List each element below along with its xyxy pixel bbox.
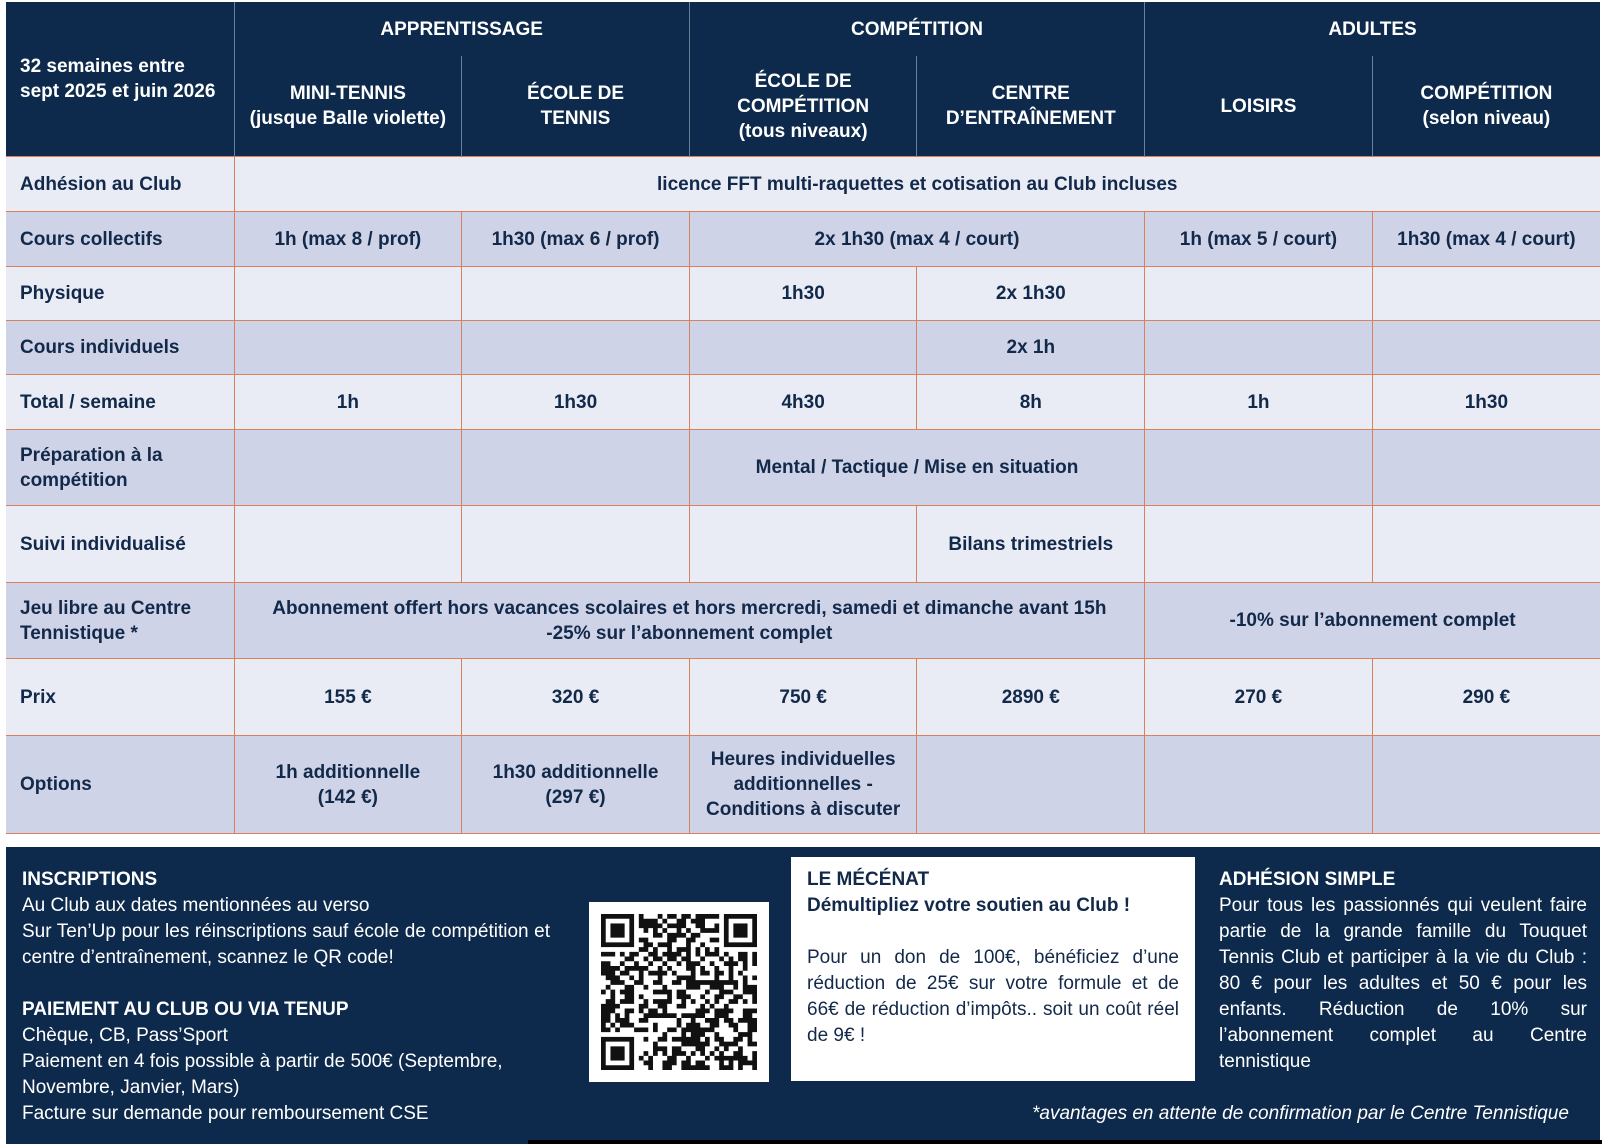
page-bottom-rule [528, 1140, 1602, 1144]
cell-jeu-libre-adultes: -10% sur l’abonnement complet [1145, 583, 1600, 659]
cell-collectifs-competition: 2x 1h30 (max 4 / court) [689, 212, 1144, 267]
cell-empty [1145, 736, 1373, 834]
cell-empty [1372, 321, 1600, 375]
cell-physique-centre: 2x 1h30 [917, 267, 1145, 321]
col-mini-tennis: MINI-TENNIS (jusque Balle violette) [234, 56, 462, 157]
cell-prix: 320 € [462, 659, 690, 736]
cell-empty [234, 321, 462, 375]
footer-panel [6, 847, 1600, 1144]
row-label: Jeu libre au Centre Tennistique * [6, 583, 234, 659]
group-competition: COMPÉTITION [689, 2, 1144, 56]
qr-code-graphic [589, 902, 769, 1082]
paiement-line: Paiement en 4 fois possible à partir de 500€ (Septembre, Novembre, Janvier, Mars) [22, 1051, 503, 1098]
cell-total: 1h30 [1372, 375, 1600, 430]
row-label: Préparation à la compétition [6, 430, 234, 506]
cell-empty [1372, 267, 1600, 321]
cell-collectifs-adultes-comp: 1h30 (max 4 / court) [1372, 212, 1600, 267]
row-suivi [6, 506, 1600, 583]
row-adhesion [6, 157, 1600, 212]
cell-collectifs-mini: 1h (max 8 / prof) [234, 212, 462, 267]
cell-prix: 750 € [689, 659, 917, 736]
column-header-row [6, 56, 1600, 157]
cell-options-ecole-comp: Heures individuelles additionnelles - Conditions à discuter [689, 736, 917, 834]
row-label: Cours collectifs [6, 212, 234, 267]
cell-total: 4h30 [689, 375, 917, 430]
cell-empty [462, 267, 690, 321]
row-label: Total / semaine [6, 375, 234, 430]
row-label: Adhésion au Club [6, 157, 234, 212]
paiement-line: Chèque, CB, Pass’Sport [22, 1025, 228, 1046]
group-header-row [6, 2, 1600, 56]
period-header [6, 2, 234, 157]
cell-total: 1h [1145, 375, 1373, 430]
cell-empty [689, 321, 917, 375]
cell-options-mini: 1h additionnelle (142 €) [234, 736, 462, 834]
cell-prix: 270 € [1145, 659, 1373, 736]
adhesion-simple-text: Pour tous les passionnés qui veulent faire partie de la grande famille du Touquet Tennis Club et participer à la vie du Club : 80 € pour les adultes et 50 € pour les enfants. Réduction de 10% sur l’abonnement complet au Centre tennistique [1219, 895, 1587, 1072]
cell-empty [462, 321, 690, 375]
cell-empty [917, 736, 1145, 834]
cell-prix: 290 € [1372, 659, 1600, 736]
cell-empty [1372, 430, 1600, 506]
cell-empty [234, 506, 462, 583]
cell-empty [1372, 506, 1600, 583]
row-prix [6, 659, 1600, 736]
row-total-semaine [6, 375, 1600, 430]
adhesion-simple-block [1219, 867, 1587, 1075]
mecenat-box [791, 857, 1195, 1081]
row-label: Options [6, 736, 234, 834]
cell-empty [1145, 321, 1373, 375]
cell-empty [689, 506, 917, 583]
row-label: Prix [6, 659, 234, 736]
cell-empty [462, 430, 690, 506]
footnote: *avantages en attente de confirmation par le Centre Tennistique [1032, 1103, 1569, 1124]
cell-total: 1h [234, 375, 462, 430]
paiement-line: Facture sur demande pour remboursement CSE [22, 1103, 429, 1124]
period-text: 32 semaines entre sept 2025 et juin 2026 [20, 56, 216, 102]
inscriptions-block [22, 867, 550, 971]
col-adultes-competition: COMPÉTITION (selon niveau) [1372, 56, 1600, 157]
row-label: Physique [6, 267, 234, 321]
row-cours-collectifs [6, 212, 1600, 267]
row-label: Cours individuels [6, 321, 234, 375]
cell-empty [1145, 430, 1373, 506]
cell-collectifs-ecole: 1h30 (max 6 / prof) [462, 212, 690, 267]
cell-total: 1h30 [462, 375, 690, 430]
cell-empty [234, 430, 462, 506]
paiement-title: PAIEMENT AU CLUB OU VIA TENUP [22, 999, 349, 1020]
cell-empty [234, 267, 462, 321]
cell-adhesion-all: licence FFT multi-raquettes et cotisation au Club incluses [234, 157, 1600, 212]
qr-code-icon[interactable] [589, 902, 769, 1082]
cell-options-ecole: 1h30 additionnelle (297 €) [462, 736, 690, 834]
group-adultes: ADULTES [1145, 2, 1600, 56]
cell-preparation-competition: Mental / Tactique / Mise en situation [689, 430, 1144, 506]
mecenat-title: LE MÉCÉNAT [807, 869, 930, 890]
mecenat-text: Pour un don de 100€, bénéficiez d’une réduction de 25€ sur votre formule et de 66€ de réduction d’impôts.. soit un coût réel de 9€ ! [807, 947, 1179, 1046]
adhesion-simple-title: ADHÉSION SIMPLE [1219, 869, 1396, 890]
row-label: Suivi individualisé [6, 506, 234, 583]
row-physique [6, 267, 1600, 321]
cell-empty [1145, 267, 1373, 321]
cell-jeu-libre-jeunes: Abonnement offert hors vacances scolaires et hors mercredi, samedi et dimanche avant 15h -25% sur l’abonnement complet [234, 583, 1145, 659]
cell-physique-ecole-comp: 1h30 [689, 267, 917, 321]
col-ecole-competition: ÉCOLE DE COMPÉTITION (tous niveaux) [689, 56, 917, 157]
inscriptions-line: Au Club aux dates mentionnées au verso [22, 895, 370, 916]
cell-individuels-centre: 2x 1h [917, 321, 1145, 375]
cell-collectifs-loisirs: 1h (max 5 / court) [1145, 212, 1373, 267]
cell-suivi-centre: Bilans trimestriels [917, 506, 1145, 583]
cell-prix: 2890 € [917, 659, 1145, 736]
col-ecole-tennis: ÉCOLE DE TENNIS [462, 56, 690, 157]
cell-prix: 155 € [234, 659, 462, 736]
col-loisirs: LOISIRS [1145, 56, 1373, 157]
pricing-table [6, 2, 1600, 834]
row-cours-individuels [6, 321, 1600, 375]
paiement-block [22, 997, 550, 1127]
inscriptions-line: Sur Ten’Up pour les réinscriptions sauf école de compétition et centre d’entraînement, scannez le QR code! [22, 921, 550, 968]
row-options [6, 736, 1600, 834]
group-apprentissage: APPRENTISSAGE [234, 2, 689, 56]
row-preparation [6, 430, 1600, 506]
row-jeu-libre [6, 583, 1600, 659]
col-centre-entrainement: CENTRE D’ENTRAÎNEMENT [917, 56, 1145, 157]
pricing-table-wrapper [6, 2, 1600, 834]
cell-empty [1372, 736, 1600, 834]
inscriptions-title: INSCRIPTIONS [22, 869, 158, 890]
cell-total: 8h [917, 375, 1145, 430]
cell-empty [1145, 506, 1373, 583]
cell-empty [462, 506, 690, 583]
mecenat-subtitle: Démultipliez votre soutien au Club ! [807, 895, 1131, 916]
